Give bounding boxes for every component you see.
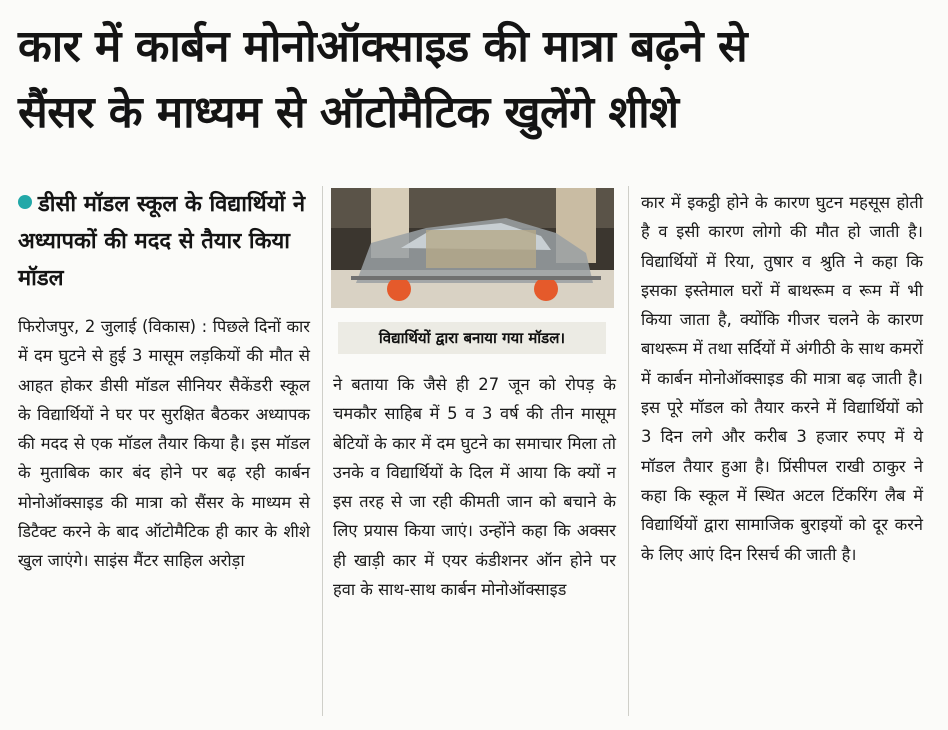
column-1-text: फिरोजपुर, 2 जुलाई (विकास) : पिछले दिनों कार में दम घुटने से हुई 3 मासूम लड़कियों की मौत से आहत होकर डीसी मॉडल सीनियर सैकेंडरी स्कूल के विद्यार्थियों ने घर पर सुरक्षित बैठकर अध्यापक की मदद से एक मॉडल तैयार किया है। इस मॉडल के मुताबिक कार बंद होने पर बढ़ रही कार्बन मोनोऑक्साइड की मात्रा को सैंसर के माध्यम से डिटैक्ट करने के बाद ऑटोमैटिक ही कार के शीशे खुल जाएंगे। साइंस मैंटर साहिल अरोड़ा [18,317,310,571]
highlight-text: डीसी मॉडल स्कूल के विद्यार्थियों ने अध्यापकों की मदद से तैयार किया मॉडल [18,192,306,291]
bullet-dot-icon [18,195,32,209]
column-2-text: ने बताया कि जैसे ही 27 जून को रोपड़ के चमकौर साहिब में 5 व 3 वर्ष की तीन मासूम बेटियों के कार में दम घुटने का समाचार मिला तो उनके व विद्यार्थियों के दिल में आया कि क्यों न इस तरह से जा रही कीमती जान को बचाने के लिए प्रयास किया जाएं। उन्होंने कहा कि अक्सर ही खाड़ी कार में एयर कंडीशनर ऑन होने पर हवा के साथ-साथ कार्बन मोनोऑक्साइड [333,375,616,600]
headline-line-1: कार में कार्बन मोनोऑक्साइड की मात्रा बढ़ने से [18,21,748,72]
column-divider [628,186,629,716]
column-divider [322,186,323,716]
article-column-2 [333,370,616,604]
article-column-1 [18,312,310,576]
headline-line-2: सैंसर के माध्यम से ऑटोमैटिक खुलेंगे शीशे [18,87,679,138]
highlight-box [18,186,310,297]
article-column-3 [641,188,923,569]
headline [18,14,933,146]
model-car-photo [331,188,614,308]
column-3-text: कार में इकट्ठी होने के कारण घुटन महसूस होती है व इसी कारण लोगो की मौत हो जाती है। विद्यार्थियों में रिया, तुषार व श्रुति ने कहा कि इसका इस्तेमाल घरों में बाथरूम व रूम में भी किया जाता है, क्योंकि गीजर चलने के कारण बाथरूम में तथा सर्दियों में अंगीठी के साथ कमरों में कार्बन मोनोऑक्साइड की मात्रा बढ़ जाती है। इस पूरे मॉडल को तैयार करने में विद्यार्थियों को 3 दिन लगे और करीब 3 हजार रुपए में ये मॉडल तैयार हुआ है। प्रिंसीपल राखी ठाकुर ने कहा कि स्कूल में स्थित अटल टिंकरिंग लैब में विद्यार्थियों द्वारा सामाजिक बुराइयों को दूर करने के लिए आएं दिन रिसर्च की जाती है। [641,193,923,564]
photo-caption: विद्यार्थियों द्वारा बनाया गया मॉडल। [338,322,606,354]
car-model-image [331,188,614,308]
